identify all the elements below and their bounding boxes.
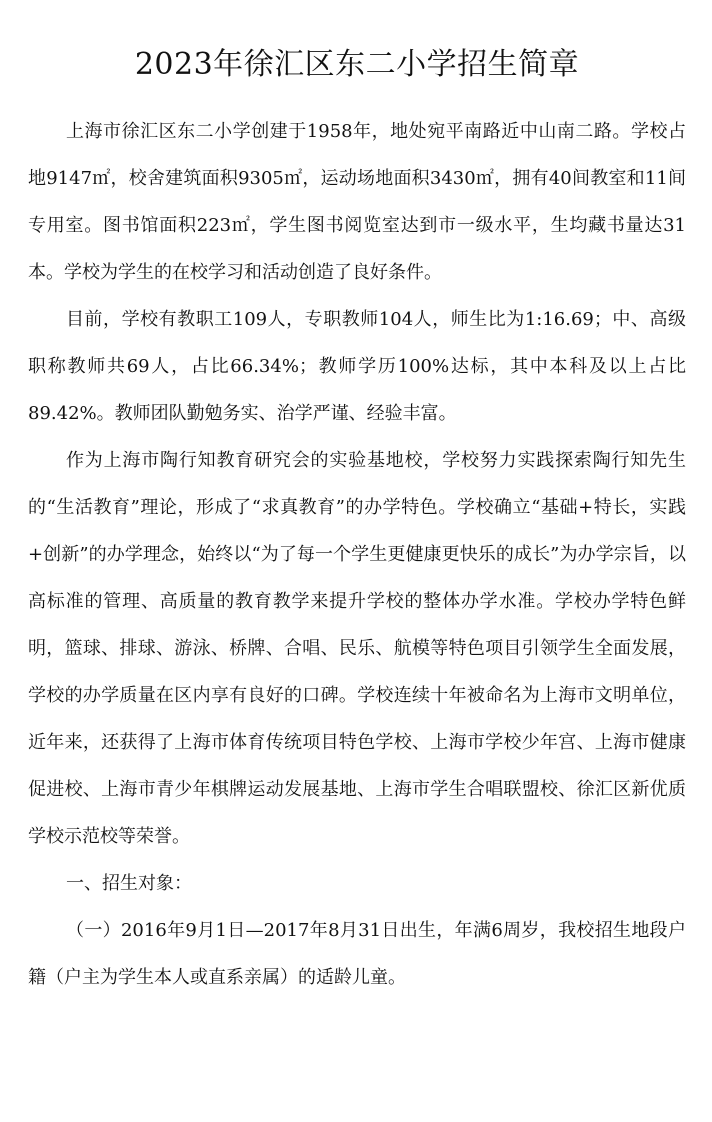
paragraph-staff: 目前，学校有教职工109人，专职教师104人，师生比为1:16.69；中、高级职称教师共69人，占比66.34%；教师学历100%达标，其中本科及以上占比89.42%。教师团队勤勉务实、治学严谨、经验丰富。 bbox=[28, 309, 686, 424]
paragraph-school-intro: 上海市徐汇区东二小学创建于1958年，地处宛平南路近中山南二路。学校占地9147㎡，校舍建筑面积9305㎡，运动场地面积3430㎡，拥有40间教室和11间专用室。图书馆面积223㎡，学生图书阅览室达到市一级水平，生均藏书量达31本。学校为学生的在校学习和活动创造了良好条件。 bbox=[28, 121, 686, 283]
paragraph-features: 作为上海市陶行知教育研究会的实验基地校，学校努力实践探索陶行知先生的“生活教育”理论，形成了“求真教育”的办学特色。学校确立“基础+特长，实践+创新”的办学理念，始终以“为了每一个学生更健康更快乐的成长”为办学宗旨，以高标准的管理、高质量的教育教学来提升学校的整体办学水准。学校办学特色鲜明，篮球、排球、游泳、桥牌、合唱、民乐、航模等特色项目引领学生全面发展，学校的办学质量在区内享有良好的口碑。学校连续十年被命名为上海市文明单位，近年来，还获得了上海市体育传统项目特色学校、上海市学校少年宫、上海市健康促进校、上海市青少年棋牌运动发展基地、上海市学生合唱联盟校、徐汇区新优质学校示范校等荣誉。 bbox=[28, 450, 686, 847]
paragraph-enrollment-item-1: （一）2016年9月1日—2017年8月31日出生，年满6周岁，我校招生地段户籍（户主为学生本人或直系亲属）的适龄儿童。 bbox=[28, 920, 686, 988]
document-title: 2023年徐汇区东二小学招生简章 bbox=[134, 47, 580, 82]
section-heading-enrollment-target: 一、招生对象： bbox=[66, 873, 192, 894]
